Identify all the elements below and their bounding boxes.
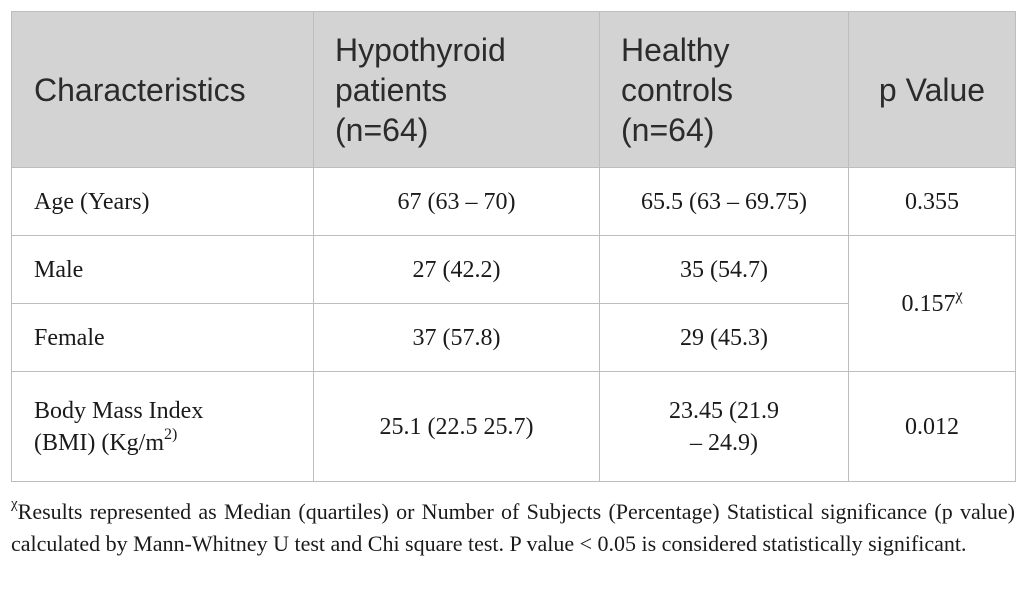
header-hypothyroid-line3: (n=64) [335, 111, 429, 148]
header-p-value [849, 12, 1016, 168]
row-bmi-label-line2-wrap [34, 427, 313, 459]
row-male-hypothyroid: 27 (42.2) [314, 236, 600, 304]
row-bmi-controls-line2: – 24.9) [690, 429, 758, 456]
table-header-row [12, 12, 1016, 168]
row-age-label: Age (Years) [12, 168, 314, 236]
chi-square-marker: χ [955, 286, 963, 304]
row-female-label: Female [12, 304, 314, 372]
row-bmi-label-line2: (BMI) (Kg/m [34, 429, 164, 456]
table-footnote [11, 496, 1015, 560]
table-row-age [12, 168, 1016, 236]
table-row-male [12, 236, 1016, 304]
row-male-controls: 35 (54.7) [600, 236, 849, 304]
row-bmi-controls-line1: 23.45 (21.9 [669, 397, 779, 424]
header-controls-line1: Healthy [621, 31, 730, 68]
row-bmi-label-sup: 2) [163, 425, 178, 443]
characteristics-table [11, 11, 1016, 482]
row-female-hypothyroid: 37 (57.8) [314, 304, 600, 372]
row-bmi-hypothyroid: 25.1 (22.5 25.7) [314, 372, 600, 482]
row-age-p: 0.355 [849, 168, 1016, 236]
row-male-label: Male [12, 236, 314, 304]
row-age-hypothyroid: 67 (63 – 70) [314, 168, 600, 236]
row-age-controls: 65.5 (63 – 69.75) [600, 168, 849, 236]
header-hypothyroid [314, 12, 600, 168]
header-hypothyroid-line1: Hypothyroid [335, 31, 506, 68]
row-sex-p-value: 0.157 [901, 290, 956, 317]
header-controls [600, 12, 849, 168]
table-row-bmi [12, 372, 1016, 482]
footnote-text: Results represented as Median (quartiles) or Number of Subjects (Percentage) Statistical significance (p value) calculated by Mann-Whitney U test and Chi square test. P value < 0.05 is considered statistically significant. [11, 499, 1015, 556]
header-characteristics-text: Characteristics [34, 71, 246, 108]
header-controls-line3: (n=64) [621, 111, 715, 148]
footnote-marker: χ [11, 495, 18, 512]
row-sex-p [849, 236, 1016, 372]
header-controls-line2: controls [621, 71, 734, 108]
header-p-value-text: p Value [878, 71, 986, 108]
row-female-controls: 29 (45.3) [600, 304, 849, 372]
row-bmi-label [12, 372, 314, 482]
row-bmi-controls [600, 372, 849, 482]
row-bmi-p: 0.012 [849, 372, 1016, 482]
header-hypothyroid-line2: patients [335, 71, 448, 108]
row-bmi-label-line1: Body Mass Index [34, 397, 204, 424]
header-characteristics [12, 12, 314, 168]
